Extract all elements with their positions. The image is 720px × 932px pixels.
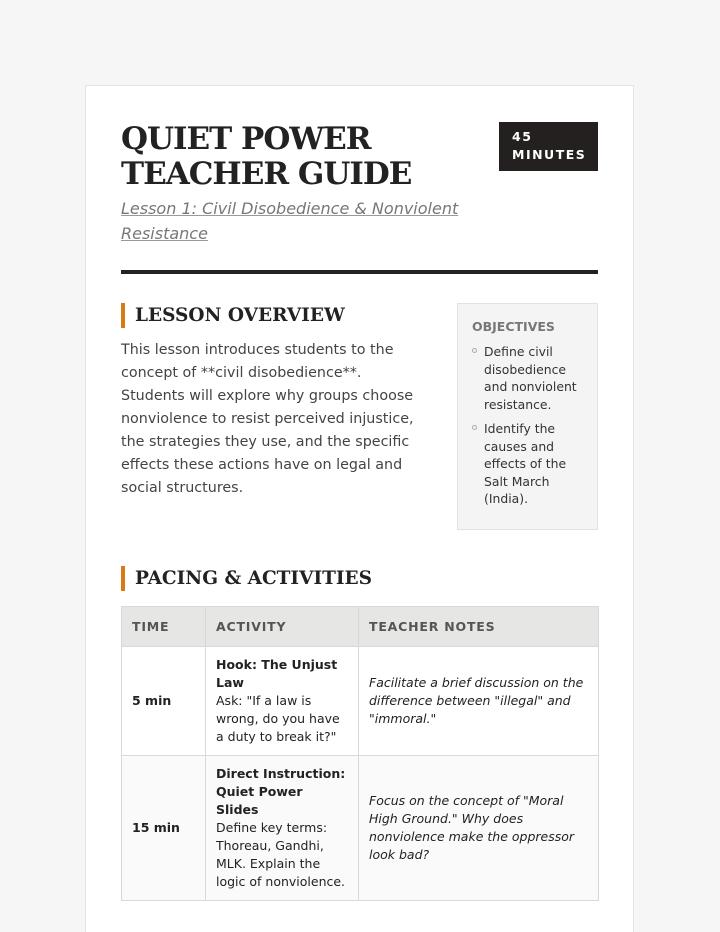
column-header-activity: ACTIVITY xyxy=(206,606,359,646)
objective-item xyxy=(472,343,583,413)
teacher-guide-page xyxy=(85,85,634,932)
objectives-box xyxy=(457,303,598,530)
activity-cell xyxy=(206,646,359,755)
bullet-circle-icon xyxy=(472,425,477,430)
overview-section xyxy=(121,303,598,530)
header-divider xyxy=(121,270,598,274)
lesson-overview xyxy=(121,303,426,530)
overview-text: This lesson introduces students to the concept of **civil disobedience**. Students will explore why groups choose nonviolence to resist perceived injustice, the strategies they use, and the specific effects these actions have on legal and social structures. xyxy=(121,342,414,496)
bullet-circle-icon xyxy=(472,348,477,353)
time-cell: 15 min xyxy=(122,755,206,900)
pacing-heading: PACING & ACTIVITIES xyxy=(121,566,598,591)
objective-item xyxy=(472,420,583,508)
table-header-row xyxy=(122,606,599,646)
time-cell: 5 min xyxy=(122,646,206,755)
table-row xyxy=(122,755,599,900)
activity-description: Define key terms: Thoreau, Gandhi, MLK. Explain the logic of nonviolence. xyxy=(216,819,346,889)
objective-text: Identify the causes and effects of the Salt March (India). xyxy=(484,421,567,506)
page-title: QUIET POWER TEACHER GUIDE xyxy=(121,121,412,192)
activity-title: Direct Instruction: Quiet Power Slides xyxy=(216,765,346,817)
pacing-section xyxy=(121,566,598,901)
notes-cell: Facilitate a brief discussion on the difference between "illegal" and "immoral." xyxy=(359,646,599,755)
lesson-subtitle-link[interactable]: Lesson 1: Civil Disobedience & Nonviolent Resistance xyxy=(121,199,459,243)
objectives-list xyxy=(472,343,583,508)
pacing-table xyxy=(121,606,599,901)
column-header-notes: TEACHER NOTES xyxy=(359,606,599,646)
objective-text: Define civil disobedience and nonviolent resistance. xyxy=(484,344,577,412)
table-row xyxy=(122,646,599,755)
duration-badge: 45 MINUTES xyxy=(499,122,598,171)
overview-heading: LESSON OVERVIEW xyxy=(121,303,426,328)
notes-cell: Focus on the concept of "Moral High Ground." Why does nonviolence make the oppressor look bad? xyxy=(359,755,599,900)
guide-header xyxy=(121,122,598,192)
objectives-title: OBJECTIVES xyxy=(472,319,555,334)
column-header-time: TIME xyxy=(122,606,206,646)
activity-cell xyxy=(206,755,359,900)
activity-description: Ask: "If a law is wrong, do you have a duty to break it?" xyxy=(216,692,340,744)
activity-title: Hook: The Unjust Law xyxy=(216,656,338,690)
